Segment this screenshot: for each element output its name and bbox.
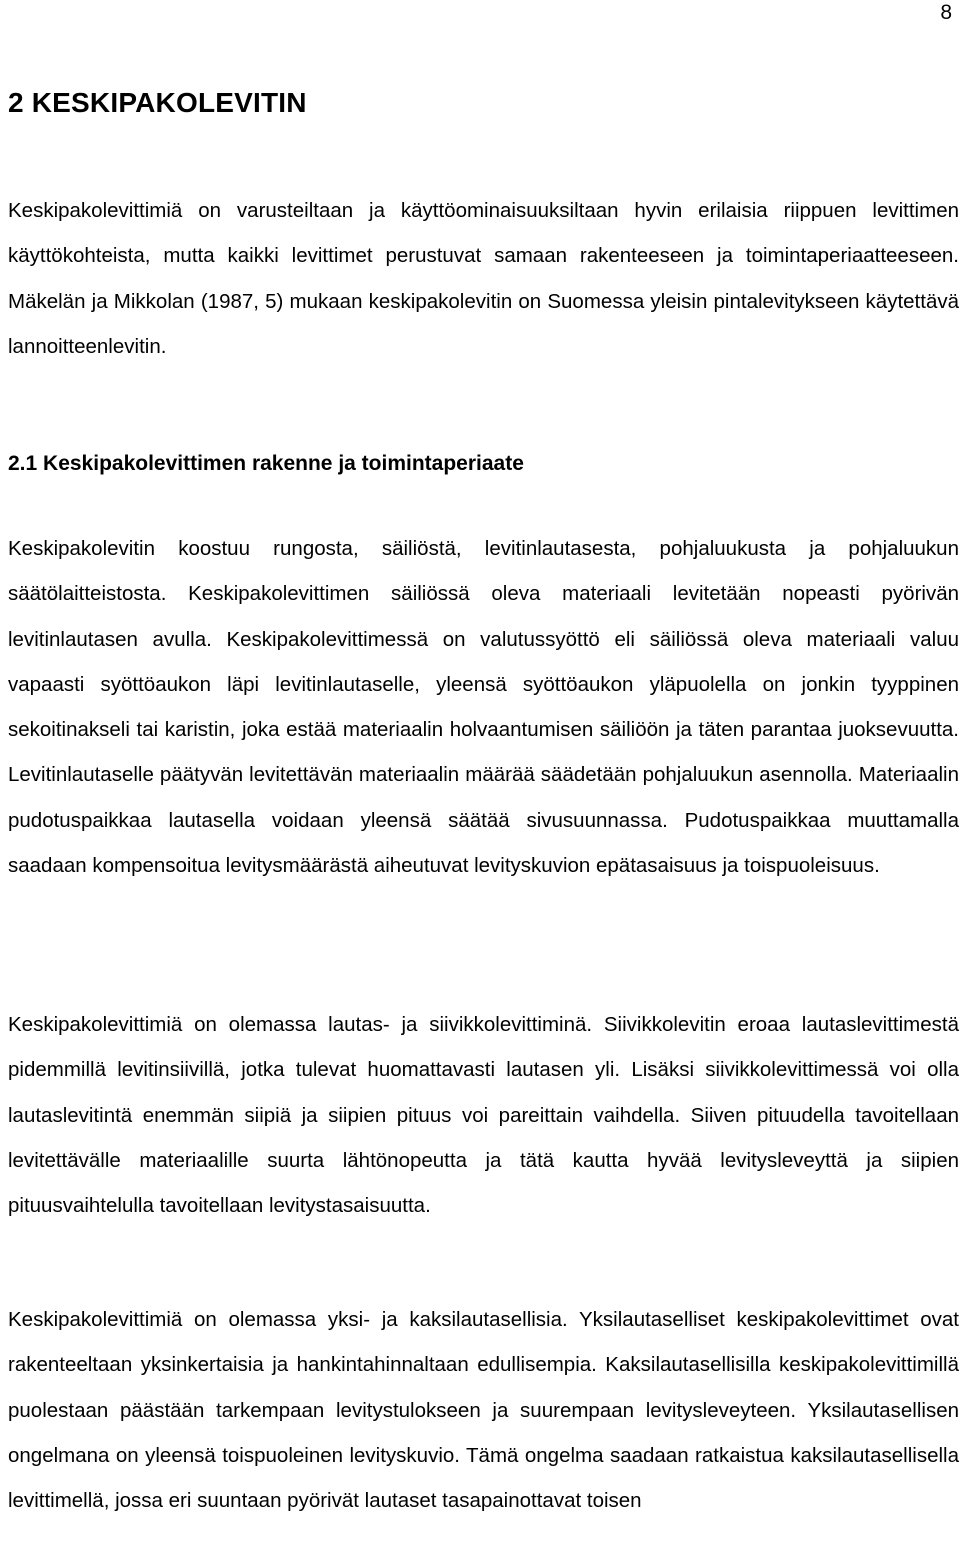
paragraph-intro: Keskipakolevittimiä on varusteiltaan ja käyttöominaisuuksiltaan hyvin erilaisia riippuen levittimen käyttökohteista, mutta kaikki levittimet perustuvat samaan rakenteeseen ja toimintaperiaatteeseen. Mäkelän ja Mikkolan (1987, 5) mukaan keskipakolevitin on Suomessa yleisin pintalevitykseen käytettävä lannoitteenlevitin. (8, 199, 959, 358)
paragraph-structure: Keskipakolevitin koostuu rungosta, säiliöstä, levitinlautasesta, pohjaluukusta ja pohjaluukun säätölaitteistosta. Keskipakolevittimen säiliössä oleva materiaali levitetään nopeasti pyörivän levitinlautasen avulla. Keskipakolevittimessä on valutussyöttö eli säiliössä oleva materiaali valuu vapaasti syöttöaukon läpi levitinlautaselle, yleensä syöttöaukon yläpuolella on jonkin tyyppinen sekoitinakseli tai karistin, joka estää materiaalin holvaantumisen säiliöön ja täten parantaa juoksevuutta. Levitinlautaselle päätyvän levitettävän materiaalin määrää säädetään pohjaluukun asennolla. Materiaalin pudotuspaikkaa lautasella voidaan yleensä säätää sivusuunnassa. Pudotuspaikkaa muuttamalla saadaan kompensoitua levitysmäärästä aiheutuvat levityskuvion epätasaisuus ja toispuoleisuus. (8, 537, 959, 878)
paragraph-types: Keskipakolevittimiä on olemassa lautas- ja siivikkolevittiminä. Siivikkolevitin eroaa lautaslevittimestä pidemmillä levitinsiivillä, jotka tulevat huomattavasti lautasen yli. Lisäksi siivikkolevittimessä voi olla lautaslevitintä enemmän siipiä ja siipien pituus voi pareittain vaihdella. Siiven pituudella tavoitellaan levitettävälle materiaalille suurta lähtönopeutta ja tätä kautta hyvää levitysleveyttä ja siipien pituusvaihtelulla tavoitellaan levitystasaisuutta. (8, 1013, 959, 1218)
chapter-title: 2 KESKIPAKOLEVITIN (8, 87, 307, 118)
page-number: 8 (940, 1, 952, 24)
paragraph-discs: Keskipakolevittimiä on olemassa yksi- ja kaksilautasellisia. Yksilautaselliset keskipakolevittimet ovat rakenteeltaan yksinkertaisia ja hankintahinnaltaan edullisempia. Kaksilautasellisilla keskipakolevittimillä puolestaan päästään tarkempaan levitystulokseen ja suurempaan levitysleveyteen. Yksilautasellisen ongelmana on yleensä toispuoleinen levityskuvio. Tämä ongelma saadaan ratkaistua kaksilautasellisella levittimellä, jossa eri suuntaan pyörivät lautaset tasapainottavat toisen (8, 1308, 959, 1513)
section-title: 2.1 Keskipakolevittimen rakenne ja toimintaperiaate (8, 452, 524, 475)
